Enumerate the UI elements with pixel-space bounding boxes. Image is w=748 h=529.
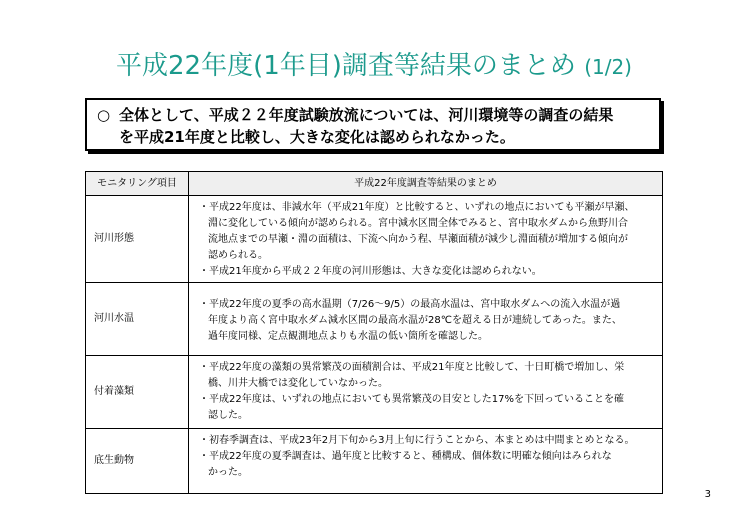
- content-line: ・平成22年度の藻類の異常繁茂の面積割合は、平成21年度と比較して、十日町橋で増加し、栄: [199, 362, 625, 373]
- content-line: ・初春季調査は、平成23年2月下旬から3月上旬に行うことから、本まとめは中間まとめとなる。: [199, 435, 635, 446]
- content-river-water-temperature: [189, 283, 663, 356]
- summary-line-2: を平成21年度と比較し、大きな変化は認められなかった。: [119, 128, 515, 146]
- page-title: [0, 48, 748, 85]
- content-line: 年度より高く宮中取水ダム減水区間の最高水温が28℃を超える日が連続してあった。また、: [208, 315, 622, 326]
- content-line: ・平成22年度は、非減水年（平成21年度）と比較すると、いずれの地点においても平瀬が早瀬、: [199, 202, 635, 213]
- content-line: ・平成22年度は、いずれの地点においても異常繁茂の目安とした17%を下回っていることを確: [199, 394, 624, 405]
- table-row: [86, 356, 663, 429]
- content-line: 橋、川井大橋では変化していなかった。: [208, 378, 388, 389]
- item-river-water-temperature: 河川水温: [86, 283, 189, 356]
- content-attached-algae: [189, 356, 663, 429]
- content-line: 認した。: [208, 410, 248, 421]
- item-river-morphology: 河川形態: [86, 196, 189, 283]
- summary-box: [85, 98, 661, 151]
- content-line: 流地点までの早瀬・淵の面積は、下流へ向かう程、早瀬面積が減少し淵面積が増加する傾向が: [208, 234, 628, 245]
- content-line: ・平成21年度から平成２２年度の河川形態は、大きな変化は認められない。: [199, 266, 542, 277]
- page-number: 3: [704, 489, 711, 500]
- table-row: [86, 283, 663, 356]
- content-line: 認められる。: [208, 250, 268, 261]
- item-attached-algae: 付着藻類: [86, 356, 189, 429]
- content-line: ・平成22年度の夏季調査は、過年度と比較すると、種構成、個体数に明確な傾向はみられな: [199, 451, 612, 462]
- header-monitoring-item: モニタリング項目: [86, 172, 189, 196]
- content-benthic-organisms: [189, 429, 663, 494]
- item-benthic-organisms: 底生動物: [86, 429, 189, 494]
- content-line: 淵に変化している傾向が認められる。宮中減水区間全体でみると、宮中取水ダムから魚野川合: [208, 218, 628, 229]
- results-table: [85, 171, 663, 494]
- summary-text-1: 全体として、平成２２年度試験放流については、河川環境等の調査の結果: [119, 106, 614, 124]
- table-row: [86, 196, 663, 283]
- table-header-row: [86, 172, 663, 196]
- title-main: 平成22年度(1年目)調査等結果のまとめ: [116, 51, 576, 81]
- bullet-circle-icon: ○: [97, 106, 111, 124]
- content-line: 過年度同様、定点観測地点よりも水温の低い箇所を確認した。: [208, 331, 488, 342]
- content-river-morphology: [189, 196, 663, 283]
- summary-line-1: [97, 104, 651, 126]
- content-line: ・平成22年度の夏季の高水温期（7/26～9/5）の最高水温は、宮中取水ダムへの流入水温が過: [199, 299, 621, 310]
- title-page-indicator: (1/2): [584, 55, 632, 79]
- content-line: かった。: [208, 467, 248, 478]
- header-results-summary: 平成22年度調査等結果のまとめ: [189, 172, 663, 196]
- table-row: [86, 429, 663, 494]
